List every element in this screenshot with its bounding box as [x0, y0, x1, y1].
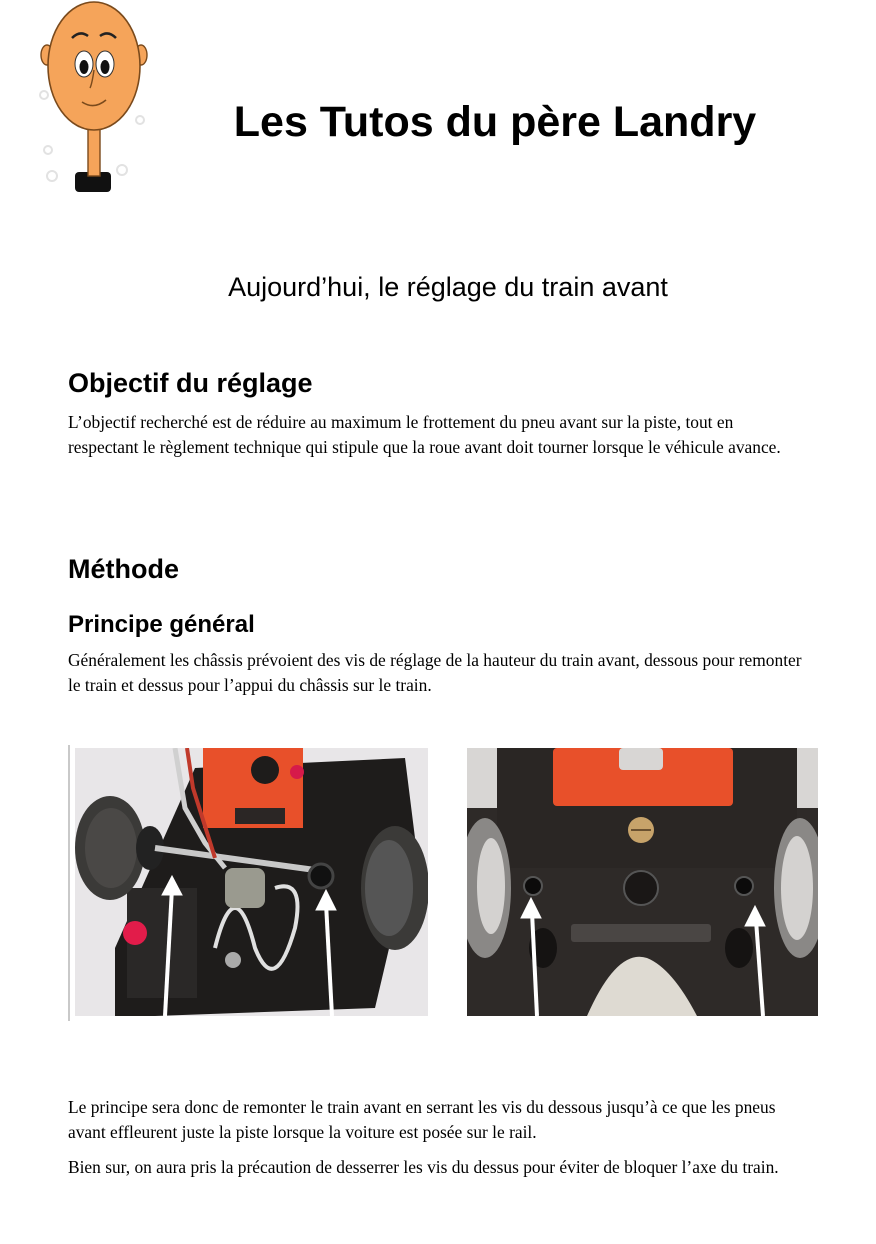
chassis-photo-top — [75, 748, 428, 1016]
chassis-photo-underside — [467, 748, 818, 1016]
cartoon-face-icon — [36, 0, 152, 196]
page-title: Les Tutos du père Landry — [233, 98, 757, 146]
paragraph-objectif: L’objectif recherché est de réduire au maximum le frottement du pneu avant sur la piste, tout en respectant le règlement technique qui stipule que la roue avant doit tourner lorsque le véhicule avance. — [68, 412, 781, 457]
paragraph-precaution: Bien sur, on aura pris la précaution de desserrer les vis du dessus pour éviter de bloquer l’axe du train. — [68, 1157, 779, 1177]
paragraph-principe: Généralement les châssis prévoient des vis de réglage de la hauteur du train avant, dessous pour remonter le train et dessus pour l’appui du châssis sur le train. — [68, 650, 802, 695]
paragraph-principe-suite: Le principe sera donc de remonter le train avant en serrant les vis du dessous jusqu’à ce que les pneus avant effleurent juste la piste lorsque la voiture est posée sur le rail. — [68, 1097, 776, 1142]
subsection-heading-principe: Principe général — [68, 611, 255, 638]
section-heading-objectif: Objectif du réglage — [68, 368, 313, 398]
photo-border — [68, 745, 70, 1021]
page-subtitle: Aujourd’hui, le réglage du train avant — [228, 272, 668, 302]
section-heading-methode: Méthode — [68, 554, 179, 584]
